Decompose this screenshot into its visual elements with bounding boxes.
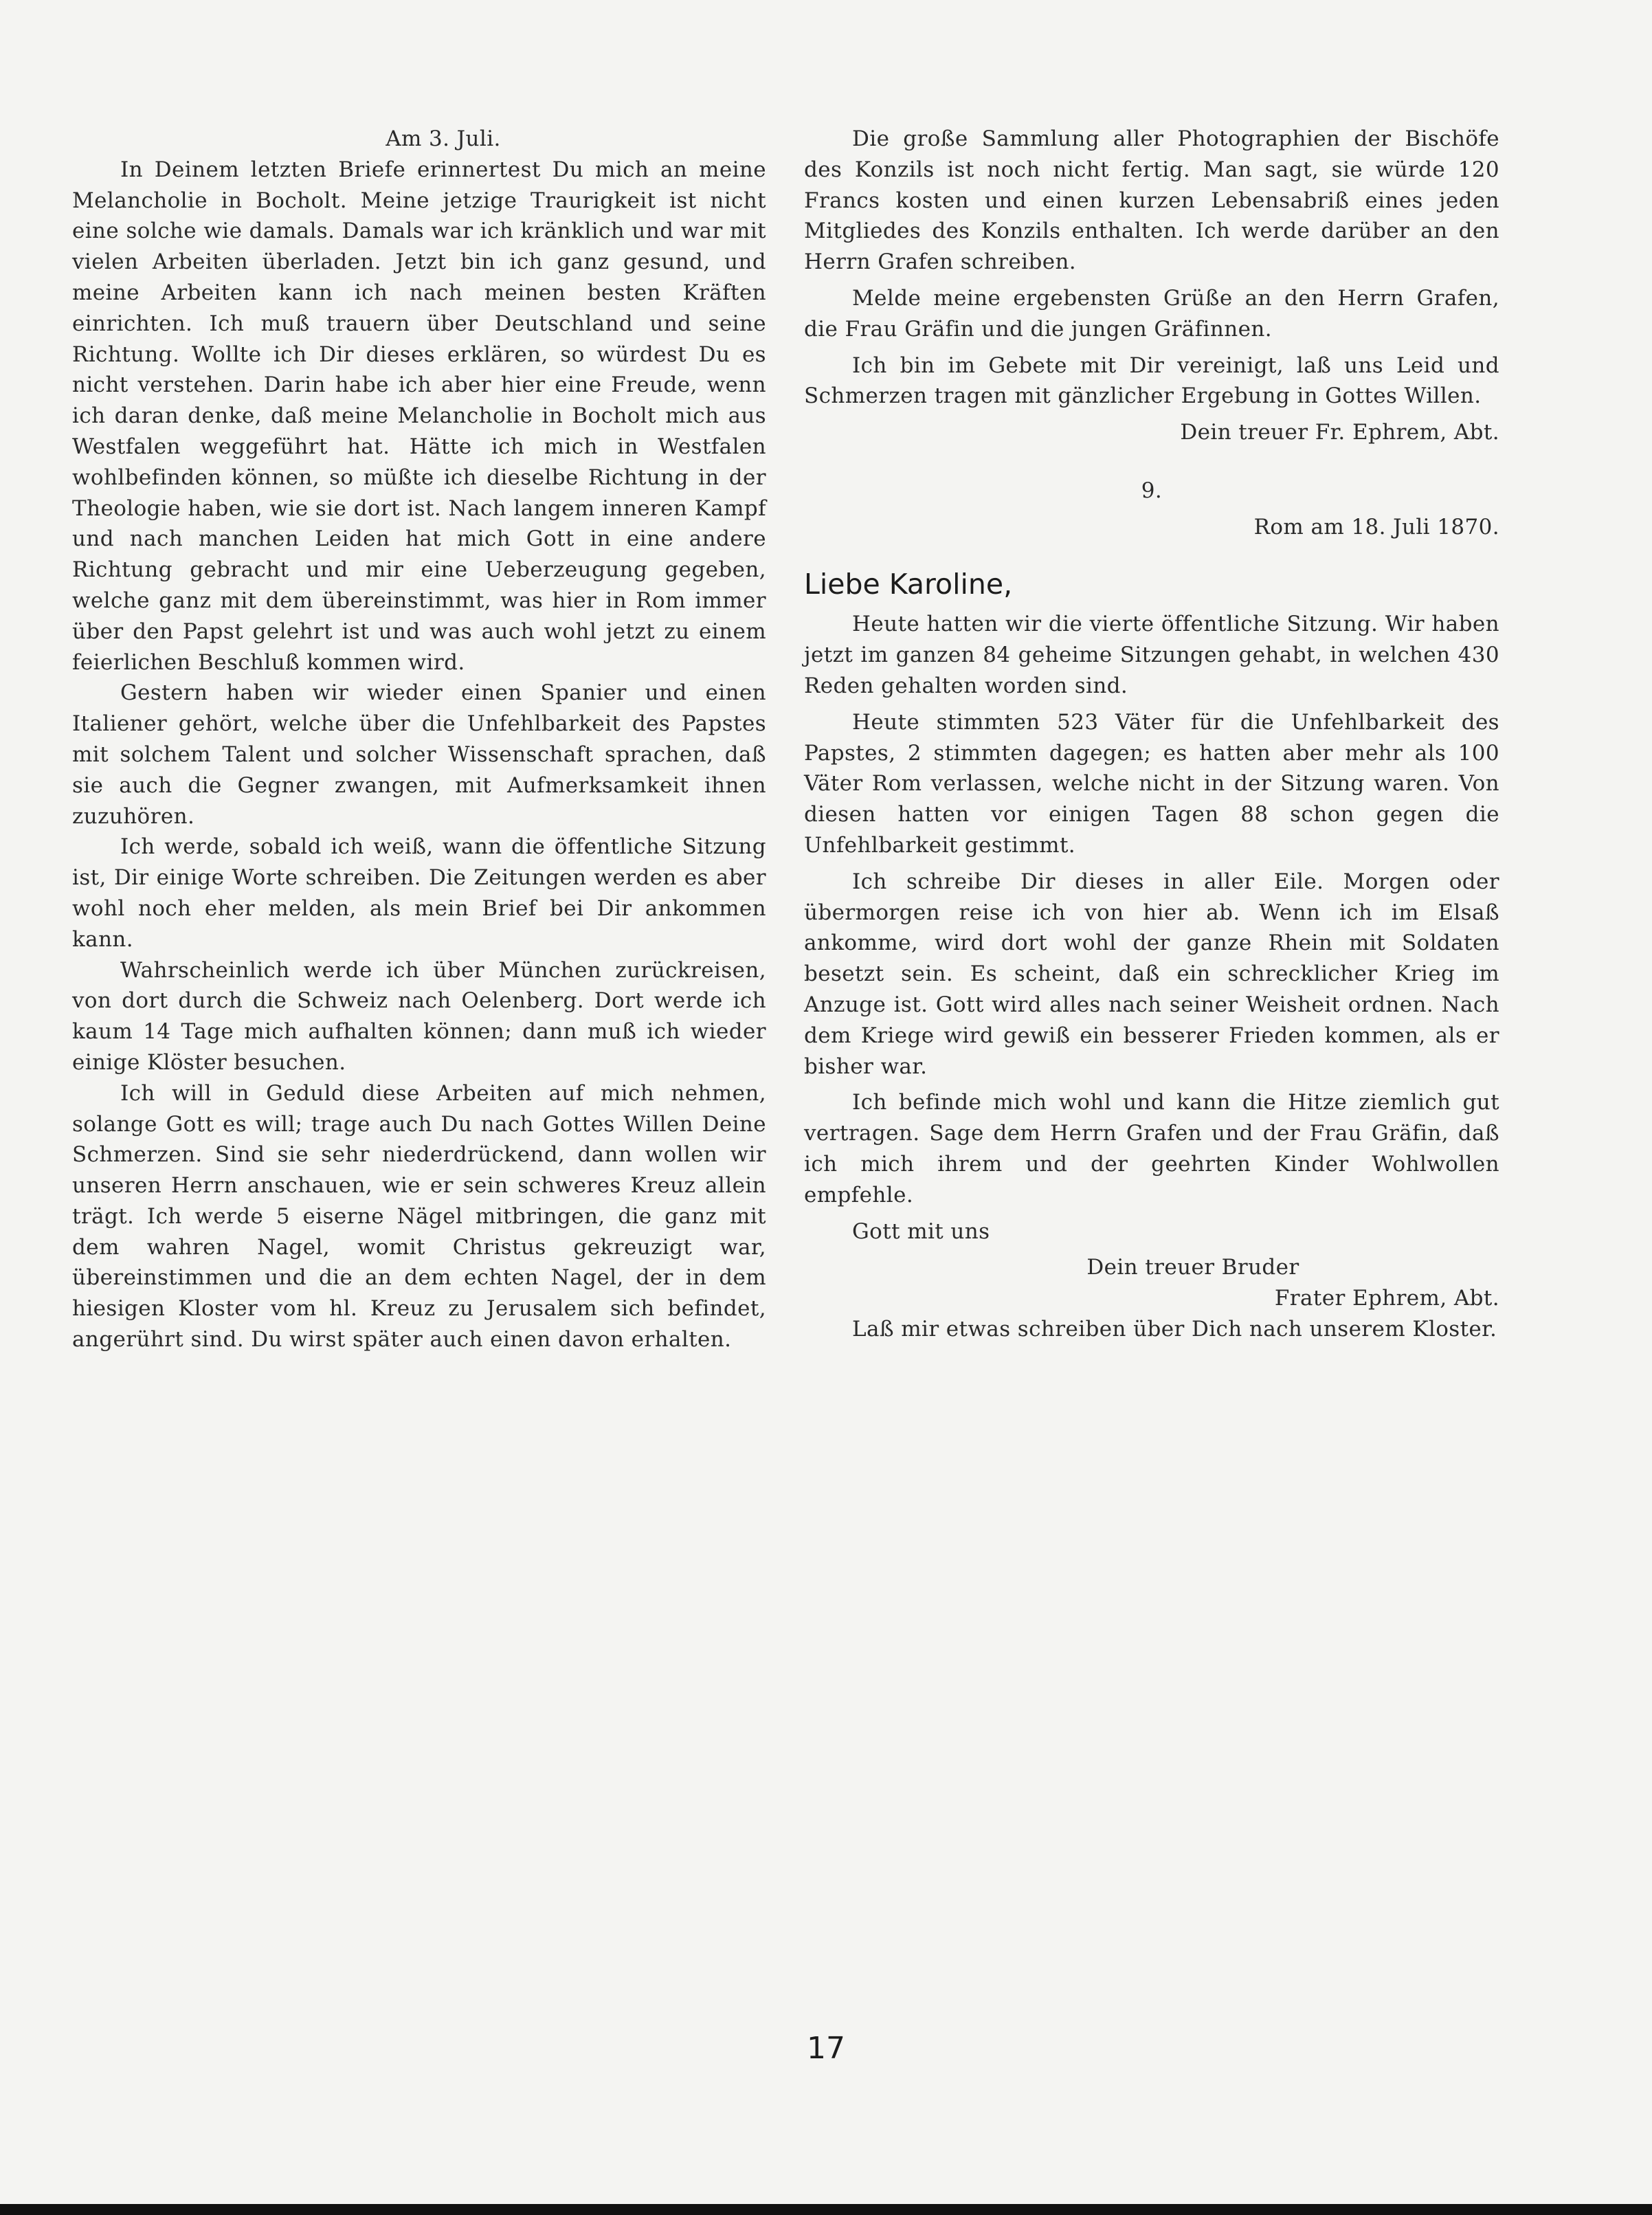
letter-number: 9. — [1141, 478, 1163, 503]
paragraph: Ich bin im Gebete mit Dir vereinigt, laß uns Leid und Schmerzen tragen mit gänzlicher Ergebung in Gottes Willen. — [804, 353, 1499, 409]
letter-date: Am 3. Juli. — [386, 126, 501, 151]
paragraph: Wahrscheinlich werde ich über München zurückreisen, von dort durch die Schweiz nach Oelenberg. Dort werde ich kaum 14 Tage mich aufhalten können; dann muß ich wieder einige Klöster besuchen. — [72, 957, 766, 1075]
postscript: Laß mir etwas schreiben über Dich nach unserem Kloster. — [852, 1316, 1497, 1342]
paragraph: In Deinem letzten Briefe erinnertest Du mich an meine Melancholie in Bocholt. Meine jetzige Traurigkeit ist nicht eine solche wie damals. Damals war ich kränklich und war mit vielen Arbeiten überladen. Jetzt bin ich ganz gesund, und meine Arbeiten kann ich nach meinen besten Kräften einrichten. Ich muß trauern über Deutschland und seine Richtung. Wollte ich Dir dieses erklären, so würdest Du es nicht verstehen. Darin habe ich aber hier eine Freude, wenn ich daran denke, daß meine Melancholie in Bocholt mich aus Westfalen weggeführt hat. Hätte ich mich in Westfalen wohlbefinden können, so müßte ich dieselbe Richtung in der Theologie haben, wie sie dort ist. Nach langem inneren Kampf und nach manchen Leiden hat mich Gott in eine andere Richtung gebracht und mir eine Ueberzeugung gegeben, welche ganz mit dem übereinstimmt, was hier in Rom immer über den Papst gelehrt ist und was auch wohl jetzt zu einem feierlichen Beschluß kommen wird. — [72, 157, 766, 675]
signature: Dein treuer Bruder — [1086, 1255, 1299, 1280]
paragraph: Melde meine ergebensten Grüße an den Herrn Grafen, die Frau Gräfin und die jungen Gräfinnen. — [804, 285, 1499, 342]
signature: Dein treuer Fr. Ephrem, Abt. — [1180, 420, 1499, 445]
paragraph: Ich will in Geduld diese Arbeiten auf mich nehmen, solange Gott es will; trage auch Du nach Gottes Willen Deine Schmerzen. Sind sie sehr niederdrückend, dann wollen wir unseren Herrn anschauen, wie er sein schweres Kreuz allein trägt. Ich werde 5 eiserne Nägel mitbringen, die ganz mit dem wahren Nagel, womit Christus gekreuzigt war, übereinstimmen und die an dem echten Nagel, der in dem hiesigen Kloster vom hl. Kreuz zu Jerusalem sich befindet, angerührt sind. Du wirst später auch einen davon erhalten. — [72, 1080, 766, 1353]
paragraph: Ich schreibe Dir dieses in aller Eile. Morgen oder übermorgen reise ich von hier ab. Wenn ich im Elsaß ankomme, wird dort wohl der ganze Rhein mit Soldaten besetzt sein. Es scheint, daß ein schrecklicher Krieg im Anzuge ist. Gott wird alles nach seiner Weisheit ordnen. Nach dem Kriege wird gewiß ein besserer Frieden kommen, als er bisher war. — [804, 869, 1499, 1079]
left-column — [72, 124, 766, 1355]
paragraph: Ich befinde mich wohl und kann die Hitze ziemlich gut vertragen. Sage dem Herrn Grafen und der Frau Gräfin, daß ich mich ihrem und der geehrten Kinder Wohlwollen empfehle. — [804, 1090, 1499, 1207]
scan-border — [0, 2204, 1652, 2215]
paragraph: Heute stimmten 523 Väter für die Unfehlbarkeit des Papstes, 2 stimmten dagegen; es hatten aber mehr als 100 Väter Rom verlassen, welche nicht in der Sitzung waren. Von diesen hatten vor einigen Tagen 88 schon gegen die Unfehlbarkeit gestimmt. — [804, 709, 1499, 858]
page-number: 17 — [807, 2031, 845, 2066]
paragraph: Die große Sammlung aller Photographien der Bischöfe des Konzils ist noch nicht fertig. Man sagt, sie würde 120 Francs kosten und einen kurzen Lebensabriß eines jeden Mitgliedes des Konzils enthalten. Ich werde darüber an den Herrn Grafen schreiben. — [804, 126, 1499, 275]
right-column — [804, 124, 1499, 1345]
letter-date: Rom am 18. Juli 1870. — [1253, 514, 1499, 539]
paragraph: Ich werde, sobald ich weiß, wann die öffentliche Sitzung ist, Dir einige Worte schreiben. Die Zeitungen werden es aber wohl noch eher melden, als mein Brief bei Dir ankommen kann. — [72, 834, 766, 952]
paragraph: Heute hatten wir die vierte öffentliche Sitzung. Wir haben jetzt im ganzen 84 geheime Sitzungen gehabt, in welchen 430 Reden gehalten worden sind. — [804, 612, 1499, 698]
salutation: Liebe Karoline, — [804, 567, 1013, 601]
paragraph: Gestern haben wir wieder einen Spanier und einen Italiener gehört, welche über die Unfehlbarkeit des Papstes mit solchem Talent und solcher Wissenschaft sprachen, daß sie auch die Gegner zwangen, mit Aufmerksamkeit ihnen zuzuhören. — [72, 680, 766, 829]
closing: Gott mit uns — [852, 1218, 990, 1244]
signature: Frater Ephrem, Abt. — [1274, 1286, 1499, 1311]
